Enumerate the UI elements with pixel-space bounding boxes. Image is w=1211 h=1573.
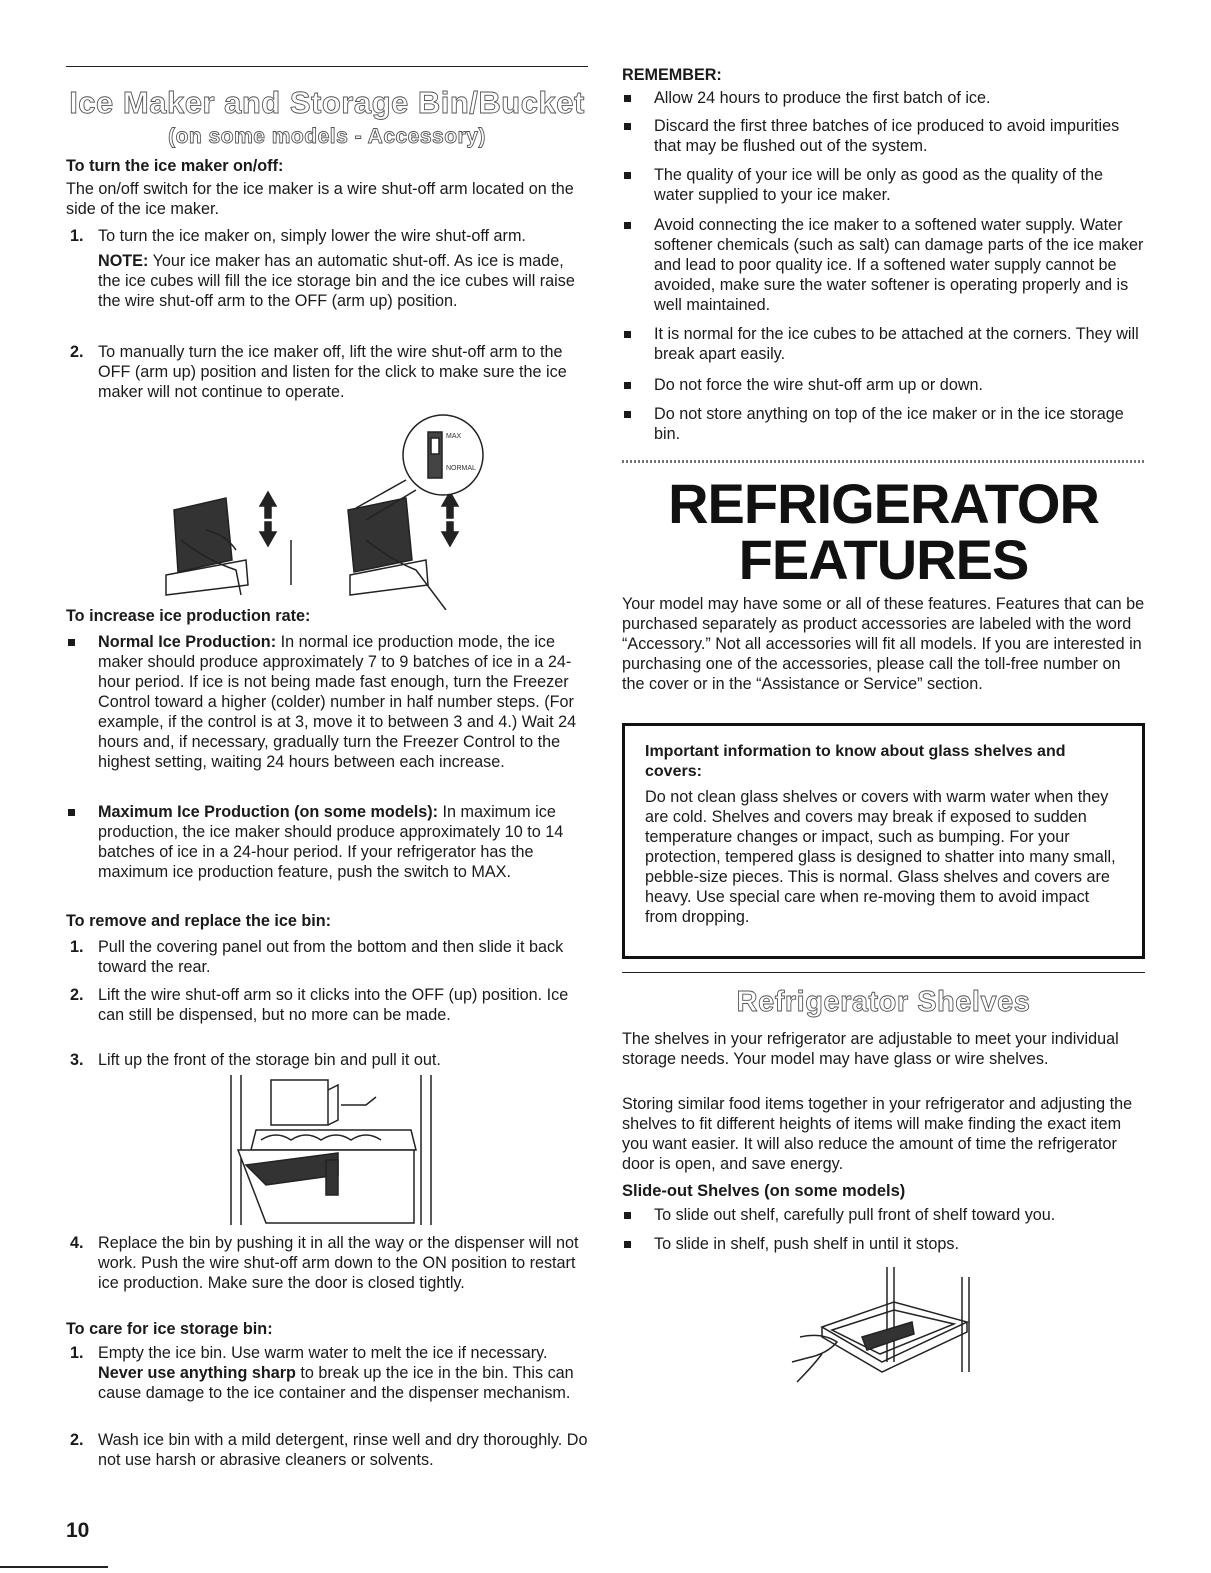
bullet-square (624, 123, 631, 130)
remove-heading: To remove and replace the ice bin: (66, 912, 332, 930)
bullet-square (624, 411, 631, 418)
remember-item: The quality of your ice will be only as good as the quality of the water supplied to your ice maker. (622, 166, 1145, 206)
shelves-paragraph-2: Storing similar food items together in your refrigerator and adjusting the shelves to fit different heights of items will make finding the exact item you want easier. It will also reduce the amount of time the refrigerator door is open, and save energy. (622, 1095, 1133, 1173)
ice-maker-switch-illustration (66, 410, 588, 610)
slide-out-shelves-heading: Slide-out Shelves (on some models) (622, 1182, 906, 1200)
on-off-step-1: 1. To turn the ice maker on, simply lower the wire shut-off arm. (70, 227, 526, 245)
increase-heading: To increase ice production rate: (66, 607, 311, 625)
refrigerator-features-title-line-1: REFRIGERATOR (668, 472, 1099, 535)
remove-step-2: 2. Lift the wire shut-off arm so it clicks into the OFF (up) position. Ice can still be dispensed, but no more can be made. (70, 986, 569, 1024)
care-step-2: 2. Wash ice bin with a mild detergent, rinse well and dry thoroughly. Do not use harsh or abrasive cleaners or solvents. (70, 1431, 588, 1469)
bullet-square (68, 809, 75, 816)
remember-item: Avoid connecting the ice maker to a softened water supply. Water softener chemicals (such as salt) can damage parts of the ice maker and lead to poor quality ice. If a softened water supply cannot be avoided, make sure the water softener is operating properly and is well maintained. (622, 216, 1145, 316)
bullet-square (624, 331, 631, 338)
slide-item: To slide out shelf, carefully pull front of shelf toward you. (622, 1206, 1145, 1226)
section-divider (622, 460, 1145, 463)
shelves-paragraph-1: The shelves in your refrigerator are adjustable to meet your individual storage needs. Your model may have glass or wire shelves. (622, 1030, 1119, 1068)
never-sharp-warning: Never use anything sharp (98, 1363, 296, 1382)
bullet-square (624, 95, 631, 102)
switch-label-max: MAX (446, 433, 462, 440)
slide-out-shelf-illustration (622, 1262, 1145, 1397)
page-number: 10 (66, 1519, 90, 1542)
bullet-square (624, 382, 631, 389)
maximum-ice-production-item: Maximum Ice Production (on some models): In maximum ice production, the ice maker should produce approximately 10 to 14 batches of ice in a 24-hour period. If your refrigerator has the maximum ice production feature, push the switch to MAX. (66, 803, 588, 883)
care-heading: To care for ice storage bin: (66, 1320, 273, 1338)
remember-item: Allow 24 hours to produce the first batch of ice. (622, 89, 1145, 109)
remember-item: Discard the first three batches of ice produced to avoid impurities that may be flushed out of the system. (622, 117, 1145, 157)
remove-step-4: 4. Replace the bin by pushing it in all the way or the dispenser will not work. Push the wire shut-off arm down to the ON position to restart ice production. Make sure the door is closed tightly. (70, 1234, 579, 1292)
note-paragraph (66, 252, 588, 312)
bullet-square (624, 172, 631, 179)
note-label: NOTE: (98, 252, 149, 270)
on-off-heading: To turn the ice maker on/off: (66, 157, 284, 175)
switch-label-normal: NORMAL (446, 465, 476, 472)
features-intro: Your model may have some or all of these features. Features that can be purchased separately as product accessories are labeled with the word “Accessory.” Not all accessories will fit all models. If you are interested in purchasing one of the accessories, please call the toll-free number on the cover or in the “Assistance or Service” section. (622, 595, 1145, 693)
bullet-square (68, 639, 75, 646)
remember-item: Do not force the wire shut-off arm up or down. (622, 376, 1145, 396)
care-step-1: 1. Empty the ice bin. Use warm water to melt the ice if necessary. Never use anything sharp to break up the ice in the bin. This can cause damage to the ice container and the dispenser mechanism. (70, 1344, 574, 1402)
on-off-step-2: 2. To manually turn the ice maker off, lift the wire shut-off arm to the OFF (arm up) position and listen for the click to make sure the ice maker will not continue to operate. (70, 343, 567, 401)
important-text: Do not clean glass shelves or covers with warm water when they are cold. Shelves and covers may break if exposed to sudden temperature changes or impact, such as bumping. For your protection, tempered glass is designed to shatter into many small, pebble-size pieces. This is normal. Glass shelves and covers are heavy. Use special care when re-moving them to avoid impact from dropping. (645, 788, 1116, 926)
remove-step-1: 1. Pull the covering panel out from the bottom and then slide it back toward the rear. (70, 938, 564, 976)
refrigerator-features-title-line-2: FEATURES (738, 528, 1029, 591)
remember-heading: REMEMBER: (622, 66, 722, 84)
note-text: Your ice maker has an automatic shut-off. As ice is made, the ice cubes will fill the ice storage bin and the ice cubes will raise the wire shut-off arm to the OFF (arm up) position. (98, 252, 575, 310)
glass-shelves-important-box (622, 723, 1145, 959)
ice-maker-section-title: Ice Maker and Storage Bin/Bucket (69, 85, 585, 120)
bullet-square (624, 222, 631, 229)
remember-item: Do not store anything on top of the ice maker or in the ice storage bin. (622, 405, 1145, 445)
on-off-intro: The on/off switch for the ice maker is a wire shut-off arm located on the side of the ice maker. (66, 180, 574, 218)
normal-ice-production-item: Normal Ice Production: In normal ice production mode, the ice maker should produce approximately 7 to 9 batches of ice in a 24-hour period. If ice is not being made fast enough, turn the Freezer Control toward a higher (colder) number in half number steps. (For example, if the control is at 3, move it to between 3 and 4.) Wait 24 hours and, if necessary, gradually turn the Freezer Control to the highest setting, waiting 24 hours between each increase. (66, 633, 588, 772)
footer-rule (0, 1566, 108, 1568)
storage-bin-illustration (66, 1075, 588, 1230)
remember-item: It is normal for the ice cubes to be attached at the corners. They will break apart easily. (622, 325, 1145, 365)
important-heading: Important information to know about glass shelves and covers: (645, 743, 1066, 780)
bullet-square (624, 1241, 631, 1248)
section-rule (66, 66, 588, 67)
refrigerator-shelves-title: Refrigerator Shelves (736, 986, 1031, 1018)
remove-step-3: 3. Lift up the front of the storage bin and pull it out. (70, 1051, 441, 1069)
section-rule (622, 972, 1145, 973)
slide-item: To slide in shelf, push shelf in until it stops. (622, 1235, 1145, 1255)
ice-maker-section-subtitle: (on some models - Accessory) (168, 125, 486, 148)
bullet-square (624, 1212, 631, 1219)
